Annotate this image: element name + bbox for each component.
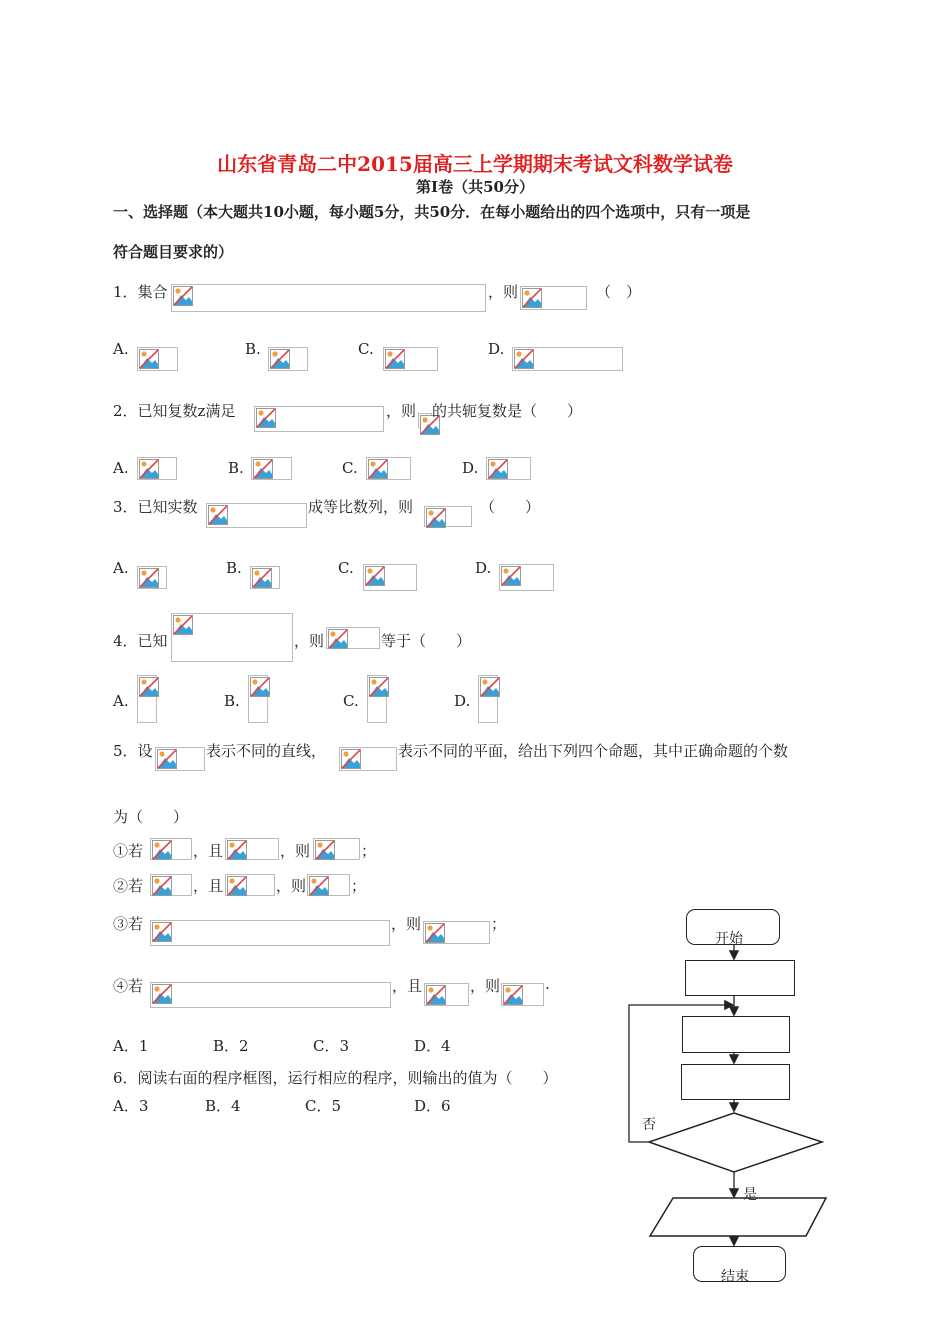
q2-option-a: A.: [113, 459, 129, 477]
q5-p4-c: ，则: [470, 977, 501, 995]
q6-option-a: A．3: [113, 1097, 149, 1115]
flowchart-start-label: 开始: [715, 931, 743, 947]
q3-mid: 成等比数列，则: [308, 498, 414, 516]
q1-paren: （ ）: [596, 283, 642, 301]
q6-option-b: B．4: [205, 1097, 241, 1115]
q5-line2: 为（ ）: [113, 808, 189, 826]
q3-option-b: B.: [226, 559, 242, 577]
output-parallelogram: [650, 1198, 826, 1236]
q3-option-d: D.: [475, 559, 492, 577]
exam-title: 山东省青岛二中2015届高三上学期期末考试文科数学试卷: [217, 152, 733, 176]
q5-p1-a: ①若: [113, 842, 144, 860]
flowchart-no-label: 否: [642, 1117, 656, 1133]
q5-p4-b: ，且: [392, 977, 423, 995]
q4-option-d: D.: [454, 692, 471, 710]
q3-option-c: C.: [338, 559, 354, 577]
q5-p1-d: ；: [361, 842, 377, 860]
q1-stem: 1．集合: [113, 283, 168, 301]
q3-option-a: A.: [113, 559, 129, 577]
q5-mid2: 表示不同的平面，给出下列四个命题，其中正确命题的个数: [398, 742, 789, 760]
q2-mid: ，则: [386, 402, 417, 420]
q5-mid1: 表示不同的直线，: [206, 742, 327, 760]
q2-option-d: D.: [462, 459, 479, 477]
q5-p2-a: ②若: [113, 877, 144, 895]
q2-stem: 2．已知复数z满足: [113, 402, 236, 420]
q3-stem: 3．已知实数: [113, 498, 198, 516]
flowchart-process-box: [685, 960, 795, 996]
q5-option-c: C．3: [313, 1037, 350, 1055]
q6-option-c: C．5: [305, 1097, 342, 1115]
volume-label: 第Ⅰ卷（共50分）: [416, 178, 534, 196]
q5-p4-d: .: [545, 975, 550, 993]
q2-tail: 的共轭复数是（ ）: [432, 402, 583, 420]
q3-paren: （ ）: [480, 498, 541, 516]
q5-p3-c: ，则: [391, 915, 422, 933]
q5-option-b: B．2: [213, 1037, 249, 1055]
q1-option-d: D.: [488, 340, 505, 358]
q2-option-b: B.: [228, 459, 244, 477]
q5-stem: 5．设: [113, 742, 153, 760]
section-heading-line1: 一、选择题（本大题共10小题，每小题5分，共50分．在每小题给出的四个选项中，只有一项是: [113, 203, 751, 221]
q1-mid: ，则: [488, 283, 519, 301]
q5-p3-d: ；: [491, 915, 507, 933]
q4-mid: ，则: [294, 632, 325, 650]
flowchart-process-box: [681, 1064, 790, 1100]
q4-tail: 等于（ ）: [381, 632, 472, 650]
q1-option-c: C.: [358, 340, 374, 358]
q5-p2-d: ；: [351, 877, 367, 895]
q6-option-d: D．6: [414, 1097, 451, 1115]
decision-diamond: [649, 1113, 822, 1172]
q5-p1-b: ，且: [193, 842, 224, 860]
flowchart-yes-label: 是: [743, 1187, 757, 1203]
q4-option-b: B.: [224, 692, 240, 710]
q4-stem: 4．已知: [113, 632, 168, 650]
section-heading-line2: 符合题目要求的）: [113, 243, 234, 261]
flowchart-end-label: 结束: [721, 1269, 749, 1285]
q4-option-c: C.: [343, 692, 359, 710]
q5-p2-b: ，且: [193, 877, 224, 895]
q5-p3-a: ③若: [113, 915, 144, 933]
q5-p2-c: ，则: [276, 877, 307, 895]
q1-option-a: A.: [113, 340, 129, 358]
q2-option-c: C.: [342, 459, 358, 477]
q4-option-a: A.: [113, 692, 129, 710]
q5-p1-c: ，则: [280, 842, 311, 860]
q5-option-a: A．1: [113, 1037, 149, 1055]
q5-option-d: D．4: [414, 1037, 451, 1055]
q1-option-b: B.: [245, 340, 261, 358]
q5-p4-a: ④若: [113, 977, 144, 995]
flowchart-process-box: [682, 1016, 790, 1053]
q6-stem: 6．阅读右面的程序框图，运行相应的程序，则输出的值为（ ）: [113, 1069, 558, 1087]
